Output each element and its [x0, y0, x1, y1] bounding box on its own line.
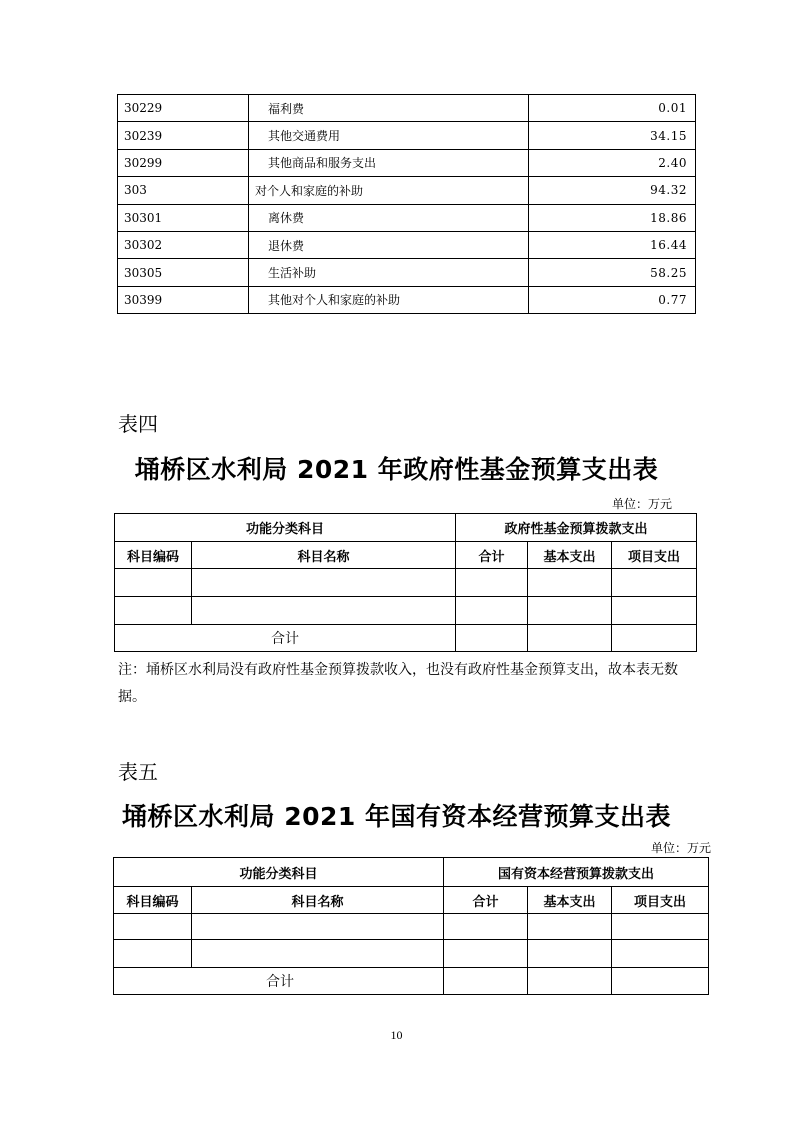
- row-value: 94.32: [529, 177, 696, 204]
- table-row: [118, 259, 696, 286]
- row-name: 退休费: [249, 231, 529, 258]
- row-code: 30299: [118, 149, 249, 176]
- table5-col-project: 项目支出: [612, 887, 709, 914]
- table5-grid: [113, 857, 709, 995]
- table-row: [118, 122, 696, 149]
- table5-col-basic: 基本支出: [528, 887, 612, 914]
- row-name: 生活补助: [249, 259, 529, 286]
- table4-group-right: 政府性基金预算拨款支出: [456, 514, 697, 542]
- table-row: [118, 177, 696, 204]
- row-code: 30301: [118, 204, 249, 231]
- table4-empty-row: [115, 569, 697, 597]
- table4-label: 表四: [118, 412, 158, 436]
- table4-unit: 单位：万元: [612, 497, 673, 511]
- table5-col-total: 合计: [444, 887, 528, 914]
- table4-group-left: 功能分类科目: [115, 514, 456, 542]
- expenditure-detail-table: [117, 94, 696, 314]
- table5-title: 埇桥区水利局 2021 年国有资本经营预算支出表: [122, 802, 671, 831]
- table5-group-right: 国有资本经营预算拨款支出: [444, 858, 709, 887]
- row-name: 离休费: [249, 204, 529, 231]
- table5-group-left: 功能分类科目: [114, 858, 444, 887]
- table4-col-basic: 基本支出: [528, 542, 612, 569]
- table-row: [118, 149, 696, 176]
- table4-col-total: 合计: [456, 542, 528, 569]
- table4-title: 埇桥区水利局 2021 年政府性基金预算支出表: [134, 455, 659, 484]
- page-number: 10: [390, 1028, 403, 1042]
- row-value: 0.77: [529, 286, 696, 313]
- row-value: 34.15: [529, 122, 696, 149]
- table4-note: 注：埇桥区水利局没有政府性基金预算拨款收入，也没有政府性基金预算支出，故本表无数据。: [118, 662, 678, 705]
- table4-total-label: 合计: [115, 625, 456, 652]
- row-value: 0.01: [529, 95, 696, 122]
- row-name: 福利费: [249, 95, 529, 122]
- row-name: 对个人和家庭的补助: [249, 177, 529, 204]
- table5-label: 表五: [118, 760, 158, 784]
- row-value: 58.25: [529, 259, 696, 286]
- table4-col-code: 科目编码: [115, 542, 192, 569]
- table-row: [118, 231, 696, 258]
- row-name: 其他交通费用: [249, 122, 529, 149]
- row-code: 30229: [118, 95, 249, 122]
- table4-col-name: 科目名称: [192, 542, 456, 569]
- row-code: 30305: [118, 259, 249, 286]
- table5-col-code: 科目编码: [114, 887, 192, 914]
- row-value: 18.86: [529, 204, 696, 231]
- table5-total-label: 合计: [114, 968, 444, 995]
- row-name: 其他商品和服务支出: [249, 149, 529, 176]
- table4-col-project: 项目支出: [612, 542, 697, 569]
- table5-empty-row: [114, 914, 709, 940]
- row-code: 303: [118, 177, 249, 204]
- row-code: 30302: [118, 231, 249, 258]
- row-value: 2.40: [529, 149, 696, 176]
- table5-empty-row: [114, 940, 709, 968]
- table-row: [118, 95, 696, 122]
- row-code: 30399: [118, 286, 249, 313]
- table4-grid: [114, 513, 697, 652]
- row-code: 30239: [118, 122, 249, 149]
- table-row: [118, 204, 696, 231]
- table5-col-name: 科目名称: [192, 887, 444, 914]
- row-value: 16.44: [529, 231, 696, 258]
- table5-unit: 单位：万元: [651, 841, 712, 855]
- table4-empty-row: [115, 597, 697, 625]
- row-name: 其他对个人和家庭的补助: [249, 286, 529, 313]
- table-row: [118, 286, 696, 313]
